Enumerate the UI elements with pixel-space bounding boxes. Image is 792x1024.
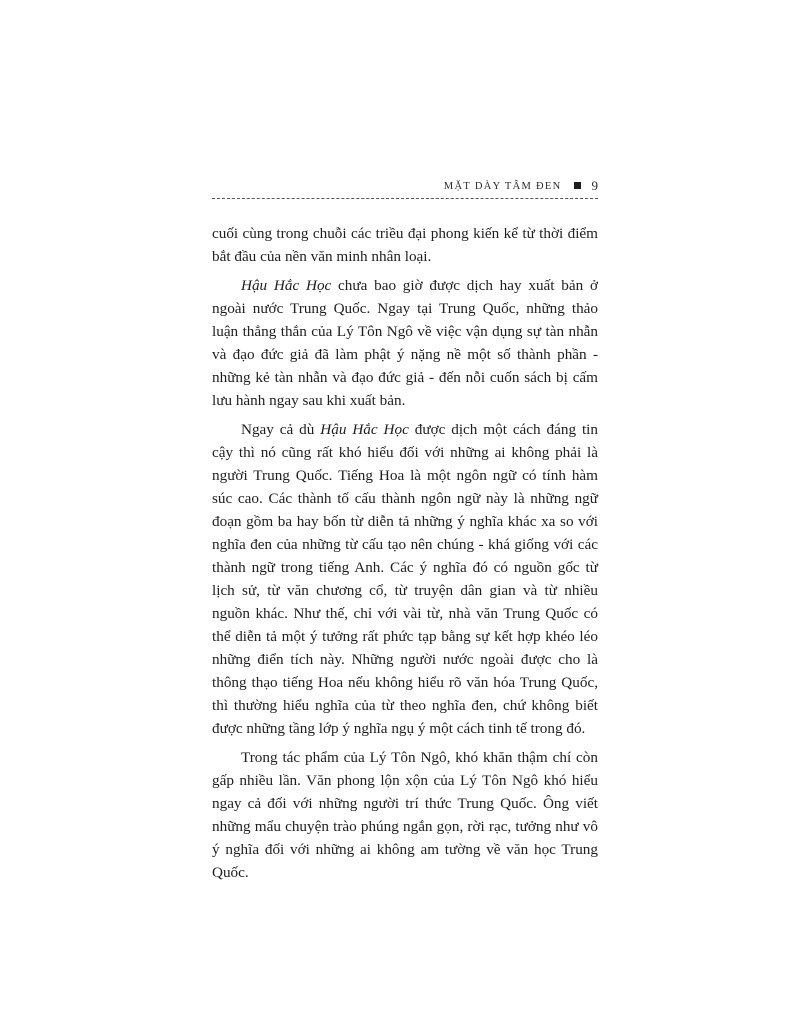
book-title-italic: Hậu Hắc Học [241, 277, 332, 294]
book-title-italic: Hậu Hắc Học [320, 421, 409, 438]
paragraph-3-pre: Ngay cả dù [241, 421, 321, 438]
paragraph-1 [212, 222, 598, 268]
paragraph-4 [212, 746, 598, 884]
paragraph-3-text: được dịch một cách đáng tin cậy thì nó cũng rất khó hiểu đối với những ai không phải là người Trung Quốc. Tiếng Hoa là một ngôn ngữ có tính hàm súc cao. Các thành tố cấu thành ngôn ngữ này là những ngữ đoạn gồm ba hay bốn từ diễn tả những ý nghĩa khác xa so với nghĩa đen của những từ cấu tạo nên chúng - khá giống với các thành ngữ trong tiếng Anh. Các ý nghĩa đó có nguồn gốc từ lịch sử, từ văn chương cổ, từ truyện dân gian và từ nhiều nguồn khác. Như thế, chỉ với vài từ, nhà văn Trung Quốc có thể diễn tả một ý tưởng rất phức tạp bằng sự kết hợp khéo léo những điển tích này. Những người nước ngoài được cho là thông thạo tiếng Hoa nếu không hiểu rõ văn hóa Trung Quốc, thì thường hiểu nghĩa của từ theo nghĩa đen, chứ không biết được những tầng lớp ý nghĩa ngụ ý một cách tinh tế trong đó. [212, 421, 598, 737]
paragraph-3 [212, 418, 598, 740]
paragraph-4-text: Trong tác phẩm của Lý Tôn Ngô, khó khăn thậm chí còn gấp nhiều lần. Văn phong lộn xộn của Lý Tôn Ngô khó hiểu ngay cả đối với những người trí thức Trung Quốc. Ông viết những mẩu chuyện trào phúng ngắn gọn, rời rạc, tưởng như vô ý nghĩa đối với những ai không am tường về văn học Trung Quốc. [212, 749, 598, 881]
running-header [212, 176, 598, 196]
square-bullet-icon [574, 182, 581, 189]
body-text [212, 222, 598, 884]
running-title: MẶT DÀY TÂM ĐEN [443, 180, 562, 192]
paragraph-1-text: cuối cùng trong chuỗi các triều đại phong kiến kể từ thời điểm bắt đầu của nền văn minh nhân loại. [212, 225, 598, 265]
header-dashed-rule [212, 198, 598, 199]
paragraph-2-text: chưa bao giờ được dịch hay xuất bản ở ngoài nước Trung Quốc. Ngay tại Trung Quốc, những thảo luận thẳng thắn của Lý Tôn Ngô về việc vận dụng sự tàn nhẫn và đạo đức giả đã làm phật ý nặng nề một số thành phần - những kẻ tàn nhẫn và đạo đức giả - đến nỗi cuốn sách bị cấm lưu hành ngay sau khi xuất bản. [212, 277, 598, 409]
page-number: 9 [591, 178, 598, 193]
paragraph-2 [212, 274, 598, 412]
book-page [212, 176, 598, 890]
